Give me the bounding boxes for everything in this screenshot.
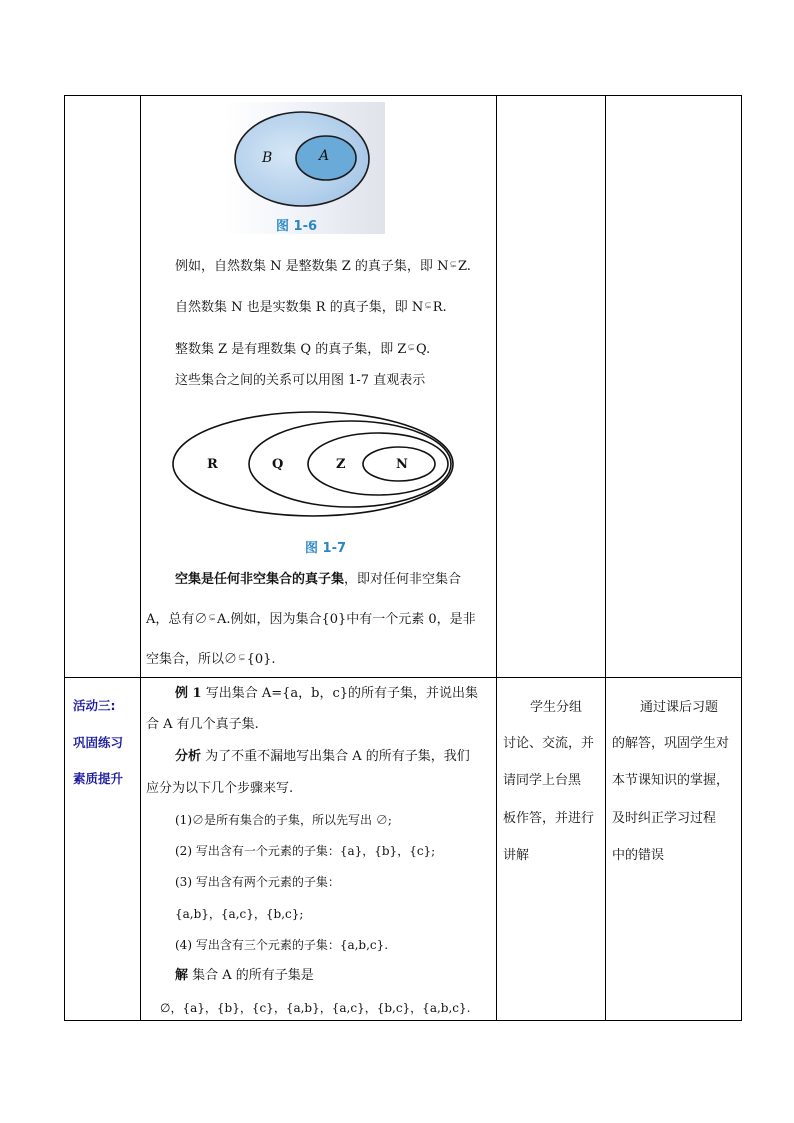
analysis-line: 分析 为了不重不漏地写出集合 A 的所有子集，我们	[175, 749, 470, 764]
set-z-label: Z	[336, 457, 346, 472]
figure-caption: 图 1-7	[305, 541, 347, 556]
student-activity-line: 板作答，并进行	[503, 811, 595, 826]
example-line: 合 A 有几个真子集.	[146, 717, 259, 732]
activity-subtitle: 巩固练习	[73, 735, 124, 750]
design-purpose-line: 通过课后习题	[640, 700, 719, 715]
proper-subset-symbol: ⊊	[208, 613, 216, 623]
proper-subset-symbol: ⊊	[424, 301, 432, 311]
activity-title: 活动三:	[73, 698, 116, 713]
design-purpose-line: 及时纠正学习过程	[612, 811, 717, 826]
student-activity-line: 请同学上台黑	[503, 773, 582, 788]
solution-line: ∅，{a}，{b}，{c}，{a,b}，{a,c}，{b,c}，{a,b,c}.	[160, 1001, 471, 1015]
step-line: (3) 写出含有两个元素的子集：	[175, 875, 340, 889]
text-line: 这些集合之间的关系可以用图 1-7 直观表示	[175, 373, 426, 388]
proper-subset-symbol: ⊊	[449, 260, 457, 270]
set-n-label: N	[396, 457, 408, 472]
figure-1-6	[224, 102, 385, 234]
set-a-label: A	[319, 148, 330, 164]
design-purpose-line: 中的错误	[612, 848, 665, 863]
proper-subset-symbol: ⊊	[407, 343, 415, 353]
set-b-label: B	[262, 150, 273, 166]
student-activity-line: 讨论、交流，并	[503, 736, 595, 751]
col-divider	[140, 96, 141, 1020]
student-activity-line: 学生分组	[530, 700, 583, 715]
lesson-table	[64, 95, 742, 1021]
text-line: 例如，自然数集 N 是整数集 Z 的真子集，即 N⊊Z.	[175, 259, 471, 274]
set-r-label: R	[207, 457, 218, 472]
design-purpose-line: 本节课知识的掌握，	[612, 773, 730, 788]
set-q-label: Q	[272, 457, 284, 472]
text-line: 空集合，所以∅⊊{0}.	[146, 652, 276, 667]
set-z-ellipse	[308, 433, 448, 495]
text-line: 整数集 Z 是有理数集 Q 的真子集，即 Z⊊Q.	[175, 342, 431, 357]
text-line: A，总有∅⊊A.例如，因为集合{0}中有一个元素 0，是非	[146, 612, 476, 627]
step-line: (2) 写出含有一个元素的子集：{a}，{b}，{c};	[175, 844, 436, 858]
design-purpose-line: 的解答，巩固学生对	[612, 736, 730, 751]
step-line: (4) 写出含有三个元素的子集：{a,b,c}.	[175, 938, 389, 952]
example-line: 例 1 写出集合 A={a，b，c}的所有子集，并说出集	[175, 686, 479, 701]
figure-caption: 图 1-6	[276, 219, 318, 234]
proper-subset-symbol: ⊊	[238, 653, 246, 663]
student-activity-line: 讲解	[503, 848, 530, 863]
solution-line: 解 集合 A 的所有子集是	[175, 968, 314, 983]
text-line: 空集是任何非空集合的真子集，即对任何非空集合	[175, 572, 462, 587]
step-line: {a,b}，{a,c}，{b,c};	[175, 907, 304, 921]
text-line: 自然数集 N 也是实数集 R 的真子集，即 N⊊R.	[175, 300, 447, 315]
step-line: (1)∅是所有集合的子集，所以先写出 ∅;	[175, 813, 392, 827]
activity-subtitle: 素质提升	[73, 771, 124, 786]
row-divider	[65, 677, 741, 678]
analysis-line: 应分为以下几个步骤来写.	[146, 781, 294, 796]
col-divider	[605, 96, 606, 1020]
col-divider	[496, 96, 497, 1020]
